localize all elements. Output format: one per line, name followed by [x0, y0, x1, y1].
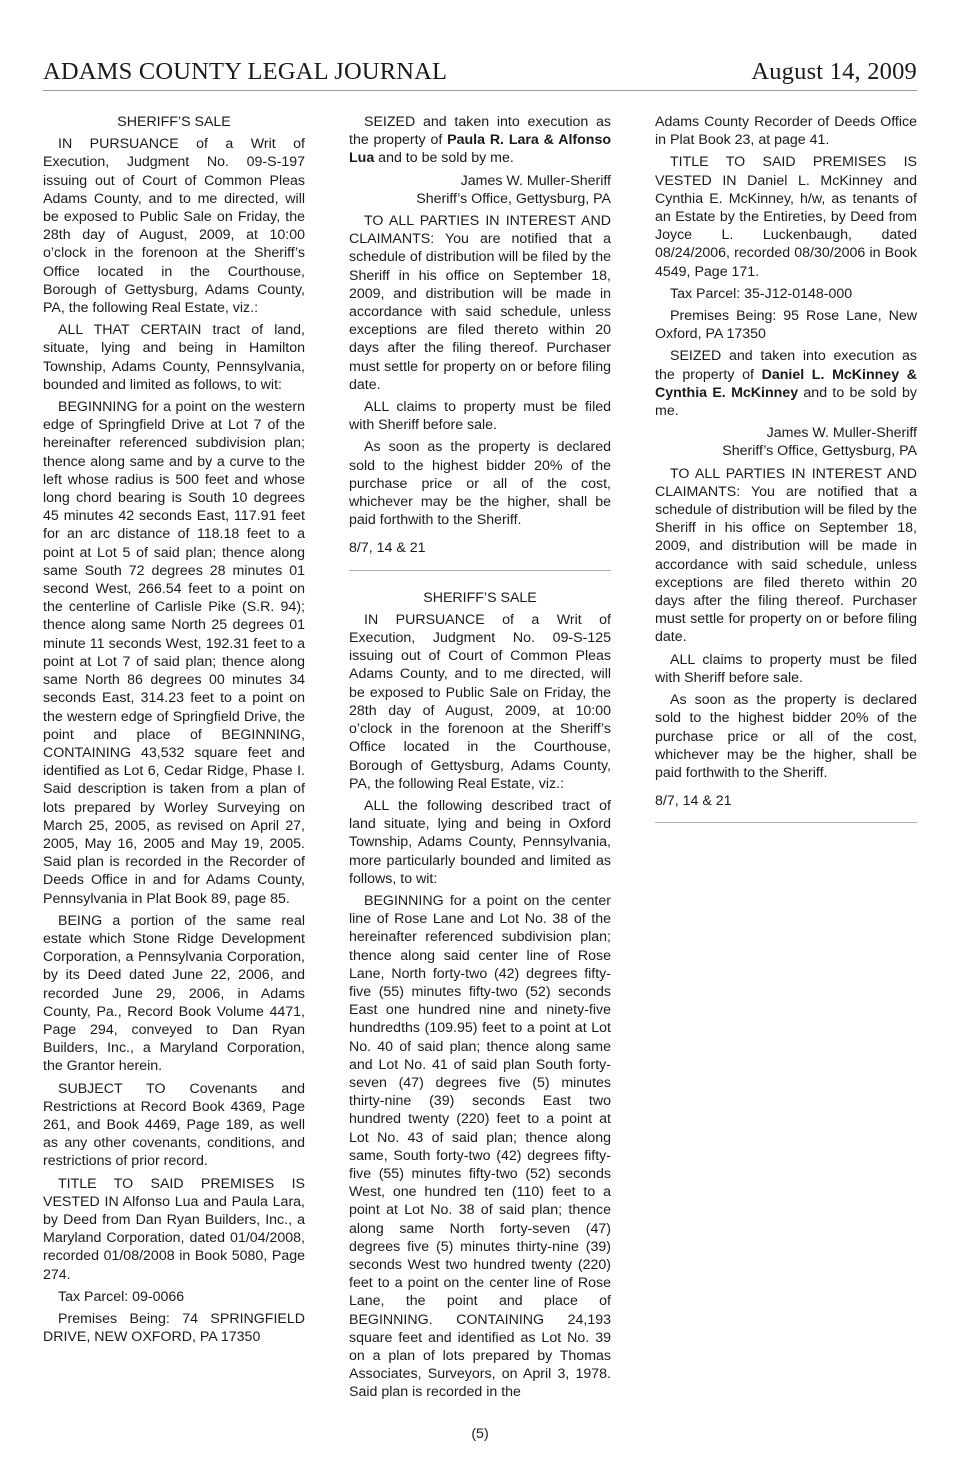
beginning-paragraph: BEGINNING for a point on the center line of Rose Lane and Lot No. 38 of the hereinafter referenced subdivision plan; thence along said center line of Rose Lane, North forty-two (42) degrees fifty-five (55) minutes fifty-two (52) seconds East one hundred nine and ninety-five hundredths (109.95) feet to a point at Lot No. 40 of said plan; thence along same and Lot No. 41 of said plan South forty-seven (47) degrees five (5) minutes thirty-nine (39) seconds East two hundred twenty (220) feet to a point at Lot No. 43 of said plan; thence along same, South forty-two (42) degrees fifty-five (55) minutes fifty-two (52) seconds West, one hundred ten (110) feet to a point at Lot No. 38 of said plan; thence along same North forty-seven (47) degrees five (5) minutes thirty-nine (39) seconds West two hundred twenty (220) feet to a point on the center line of Rose Lane, the point and place of BEGINNING. CONTAINING 24,193 square feet and identified as Lot No. 39 on a plan of lots prepared by Thomas Associates, Surveyors, on April 3, 1978. Said plan is recorded in the: [349, 892, 611, 1401]
column-1: [43, 113, 305, 1350]
parties-paragraph: TO ALL PARTIES IN INTEREST AND CLAIMANTS: You are notified that a schedule of distribution will be filed by the Sheriff in his office on September 18, 2009, and distribution will be made in accordance with said schedule, unless exceptions are filed thereto within 20 days after the filing thereof. Purchaser must settle for property on or before filing date.: [349, 213, 611, 393]
publication-dates: 8/7, 14 & 21: [349, 540, 426, 557]
journal-title: ADAMS COUNTY LEGAL JOURNAL: [43, 58, 448, 85]
owner-names: Daniel L. McKinney & Cynthia E. McKinney: [655, 366, 917, 401]
seized-text-end: and to be sold by me.: [374, 150, 514, 167]
seized-paragraph: [349, 113, 611, 168]
tract-paragraph: ALL the following described tract of land situate, lying and being in Oxford Township, Adams County, Pennsylvania, more particularly bounded and limited as follows, to wit:: [349, 797, 611, 887]
section-divider: [655, 822, 917, 823]
section-heading: SHERIFF’S SALE: [423, 589, 537, 606]
seized-paragraph: [655, 347, 917, 420]
continued-paragraph: Adams County Recorder of Deeds Office in Plat Book 23, at page 41.: [655, 114, 917, 149]
section-divider: [349, 570, 611, 571]
column-3: [655, 113, 917, 841]
column-2: [349, 113, 611, 1402]
being-paragraph: BEING a portion of the same real estate which Stone Ridge Development Corporation, a Pennsylvania Corporation, by its Deed dated June 22, 2006, and recorded June 29, 2006, in Adams County, Pa., Record Book Volume 4471, Page 294, conveyed to Dan Ryan Builders, Inc., a Maryland Corporation, the Grantor herein.: [43, 912, 305, 1075]
publication-dates: 8/7, 14 & 21: [655, 793, 732, 810]
sheriff-office: Sheriff’s Office, Gettysburg, PA: [722, 443, 917, 460]
title-paragraph: TITLE TO SAID PREMISES IS VESTED IN Daniel L. McKinney and Cynthia E. McKinney, h/w, as tenants of an Estate by the Entireties, by Deed from Joyce L. Luckenbaugh, dated 08/24/2006, recorded 08/30/2006 in Book 4549, Page 171.: [655, 154, 917, 280]
sheriff-name: James W. Muller-Sheriff: [766, 425, 917, 442]
premises-paragraph: Premises Being: 95 Rose Lane, New Oxford, PA 17350: [655, 308, 917, 343]
page-number: (5): [471, 1426, 489, 1442]
seized-text-end: and to be sold by me.: [655, 384, 917, 420]
bidder-paragraph: As soon as the property is declared sold to the highest bidder 20% of the purchase price or all of the cost, whichever may be the higher, shall be paid forthwith to the Sheriff.: [655, 692, 917, 781]
claims-paragraph: ALL claims to property must be filed with Sheriff before sale.: [349, 399, 611, 434]
header-rule: [43, 90, 917, 91]
tax-parcel: Tax Parcel: 35-J12-0148-000: [670, 285, 853, 302]
writ-paragraph: IN PURSUANCE of a Writ of Execution, Judgment No. 09-S-125 issuing out of Court of Common Pleas Adams County, and to me directed, will be exposed to Public Sale on Friday, the 28th day of August, 2009, at 10:00 o’clock in the forenoon at the Sheriff’s Office located in the Courthouse, Borough of Gettysburg, Adams County, PA, the following Real Estate, viz.:: [349, 611, 611, 792]
subject-paragraph: SUBJECT TO Covenants and Restrictions at Record Book 4369, Page 261, and Book 4469, Page 189, as well as any other covenants, conditions, and restrictions of prior record.: [43, 1080, 305, 1170]
claims-paragraph: ALL claims to property must be filed with Sheriff before sale.: [655, 651, 917, 686]
premises-paragraph: Premises Being: 74 SPRINGFIELD DRIVE, NEW OXFORD, PA 17350: [43, 1311, 305, 1346]
title-paragraph: TITLE TO SAID PREMISES IS VESTED IN Alfonso Lua and Paula Lara, by Deed from Dan Ryan Builders, Inc., a Maryland Corporation, dated 01/04/2008, recorded 01/08/2008 in Book 5080, Page 274.: [43, 1175, 305, 1283]
sheriff-name: James W. Muller-Sheriff: [460, 172, 611, 189]
owner-names: Paula R. Lara & Alfonso Lua: [349, 132, 612, 167]
seized-text: SEIZED and taken into execution as the property of: [349, 114, 611, 149]
masthead: [43, 52, 917, 86]
seized-text: SEIZED and taken into execution as the property of: [655, 348, 917, 383]
section-heading: SHERIFF’S SALE: [117, 114, 231, 130]
tract-paragraph: ALL THAT CERTAIN tract of land, situate, lying and being in Hamilton Township, Adams County, Pennsylvania, bounded and limited as follows, to wit:: [43, 322, 305, 393]
writ-paragraph: IN PURSUANCE of a Writ of Execution, Judgment No. 09-S-197 issuing out of Court of Common Pleas Adams County, and to me directed, will be exposed to Public Sale on Friday, the 28th day of August, 2009, at 10:00 o’clock in the forenoon at the Sheriff’s Office located in the Courthouse, Borough of Gettysburg, Adams County, PA, the following Real Estate, viz.:: [43, 136, 305, 317]
parties-paragraph: TO ALL PARTIES IN INTEREST AND CLAIMANTS: You are notified that a schedule of distribution will be filed by the Sheriff in his office on September 18, 2009, and distribution will be made in accordance with said schedule, unless exceptions are filed thereto within 20 days after the filing thereof. Purchaser must settle for property on or before filing date.: [655, 465, 917, 646]
beginning-paragraph: BEGINNING for a point on the western edge of Springfield Drive at Lot 7 of the hereinafter referenced subdivision plan; thence along same and by a curve to the left whose radius is 500 feet and whose long chord bearing is South 10 degrees 45 minutes 42 seconds East, 117.91 feet for an arc distance of 118.18 feet to a point at Lot 5 of said plan; thence along same South 72 degrees 28 minutes 01 second West, 266.54 feet to a point on the centerline of Carlisle Pike (S.R. 94); thence along same North 25 degrees 01 minute 11 seconds West, 192.31 feet to a point at Lot 7 of said plan; thence along same North 86 degrees 00 minutes 34 seconds East, 314.23 feet to a point on the western edge of Springfield Drive, the point and place of BEGINNING, CONTAINING 43,532 square feet and identified as Lot 6, Cedar Ridge, Phase I. Said description is taken from a plan of lots prepared by Worley Surveying on March 25, 2005, as revised on April 27, 2005, May 16, 2005 and May 19, 2005. Said plan is recorded in the Recorder of Deeds Office in and for Adams County, Pennsylvania in Plat Book 89, page 85.: [43, 399, 305, 907]
issue-date: August 14, 2009: [751, 58, 917, 85]
tax-parcel: Tax Parcel: 09-0066: [58, 1288, 185, 1305]
sheriff-office: Sheriff’s Office, Gettysburg, PA: [416, 190, 611, 207]
bidder-paragraph: As soon as the property is declared sold to the highest bidder 20% of the purchase price or all of the cost, whichever may be the higher, shall be paid forthwith to the Sheriff.: [349, 439, 611, 529]
